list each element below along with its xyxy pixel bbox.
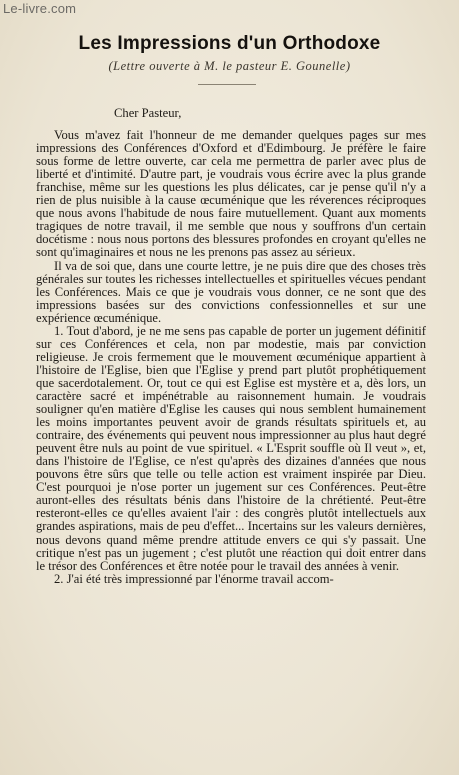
salutation: Cher Pasteur, bbox=[114, 106, 182, 120]
letter-body bbox=[36, 107, 426, 586]
article-subtitle: (Lettre ouverte à M. le pasteur E. Gounelle) bbox=[108, 59, 351, 73]
article-title: Les Impressions d'un Orthodoxe bbox=[78, 33, 381, 54]
paragraph-2: Il va de soi que, dans une courte lettre, je ne puis dire que des choses très générales sur toutes les richesses intellectuelles et spirituelles vécues pendant les Conférences. Mais ce que je voudrais vous donner, ce ne sont que des impressions basées sur des convictions confessionnelles et sur une expérience œcuménique. bbox=[36, 258, 426, 325]
paragraph-3: 1. Tout d'abord, je ne me sens pas capable de porter un jugement définitif sur ces Conférences et cela, non par modestie, mais par conviction religieuse. Je crois fermement que le mouvement œcuménique appartient à l'histoire de l'Eglise, bien que l'Eglise y prend part plutôt prophétiquement que sacerdotalement. Or, tout ce qui est Eglise est mystère et a, dès lors, un caractère sacré et impénétrable au raisonnement humain. Je voudrais souligner qu'en matière d'Eglise les causes qui nous semblent humainement les moins importantes peuvent avoir de grands résultats spirituels et, au contraire, des événements qui peuvent nous impressionner au plus haut degré peuvent être nuls au point de vue spirituel. « L'Esprit souffle où Il veut », et, dans l'histoire de l'Eglise, ce n'est qu'après des dizaines d'années que nous pouvons être sûrs que telle ou telle action est vraiment inspirée par Dieu. C'est pourquoi je n'ose porter un jugement sur ces Conférences. Peut-être auront-elles des résultats bénis dans l'histoire de la chrétienté. Peut-être resteront-elles ce qu'elles avaient l'air : des congrès plutôt intellectuels aux grandes aspirations, mais de peu d'effet... Incertains sur les valeurs dernières, nous devons quand même prendre attitude envers ce qui s'y passait. Une critique n'est pas un jugement ; c'est plutôt une réaction qui doit entrer dans le trésor des Conférences et être notée pour le travail des années à venir. bbox=[36, 323, 426, 573]
paragraph-1: Vous m'avez fait l'honneur de me demander quelques pages sur mes impressions des Conférences d'Oxford et d'Edimbourg. Je préfère le faire sous forme de lettre ouverte, car cela me permettra de parler avec plus de liberté et d'intimité. D'autre part, je voudrais vous écrire avec la plus grande franchise, même sur les questions les plus délicates, car je pense qu'il n'y a rien de plus nuisible à la cause œcuménique que les réverences réciproques que nous avons l'habitude de nous faire mutuellement. Quant aux moments tragiques de notre travail, il me semble que nous y souffrons d'un certain docétisme : nous nous portons des blessures profondes en croyant qu'elles ne sont qu'imaginaires et nous ne les prenons pas assez au sérieux. bbox=[36, 128, 426, 260]
paragraph-4: 2. J'ai été très impressionné par l'énorme travail accom- bbox=[54, 571, 334, 586]
watermark: Le-livre.com bbox=[3, 1, 77, 16]
title-divider bbox=[198, 84, 256, 85]
